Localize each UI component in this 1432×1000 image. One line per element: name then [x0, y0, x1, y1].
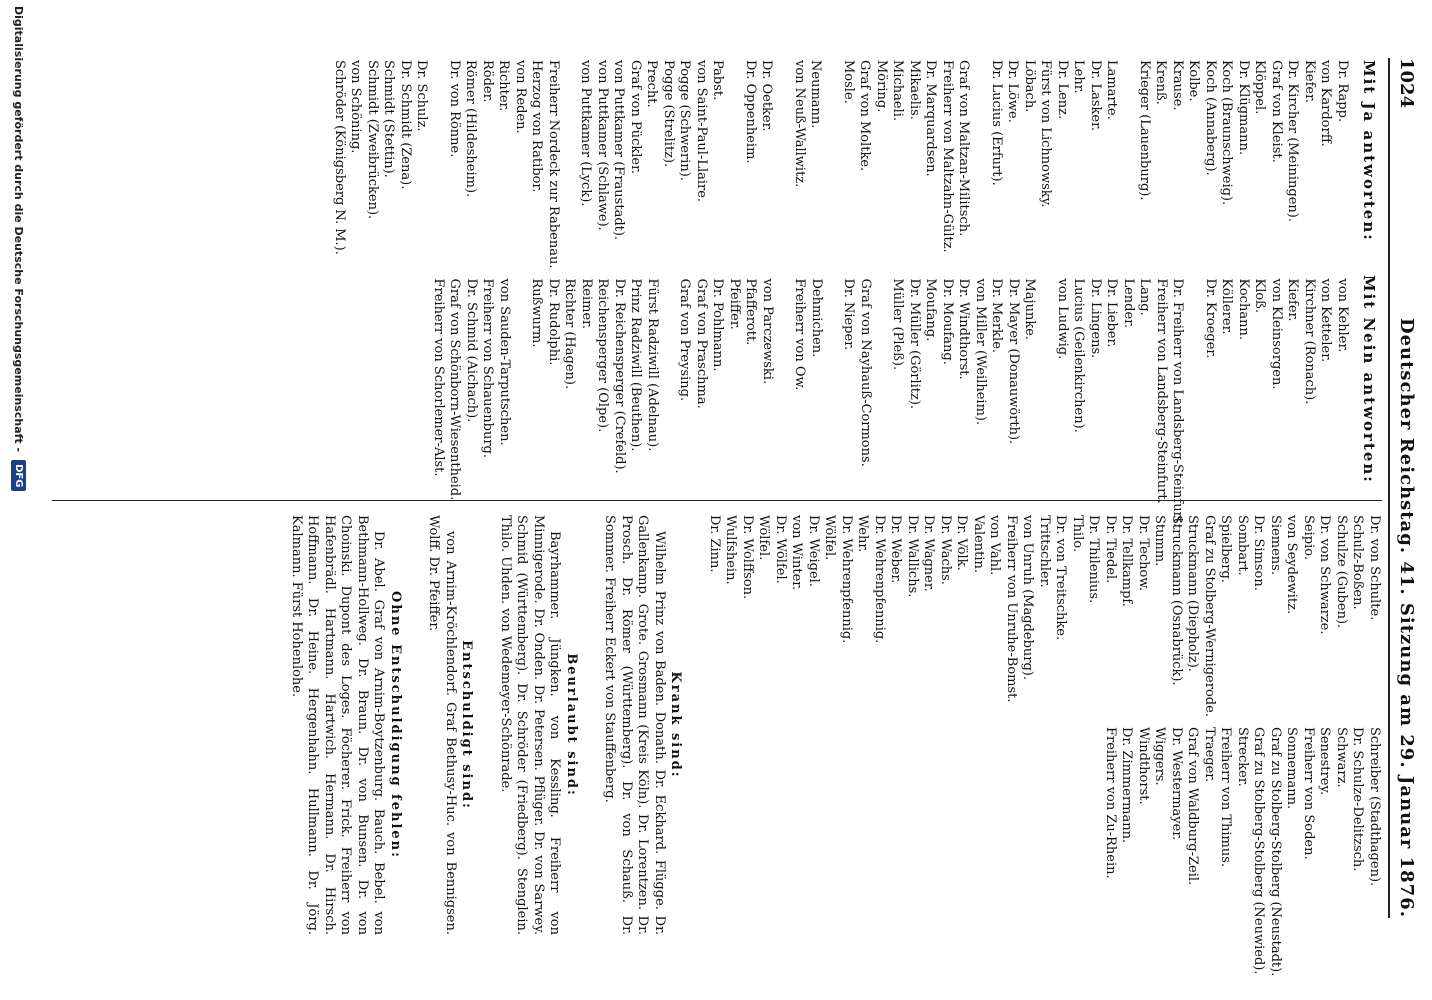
- digitization-credit: Digitalisierung gefördert durch die Deutsche Forschungsgemeinschaft -: [12, 6, 26, 453]
- member-name: Dr. Schulz.: [414, 60, 430, 132]
- member-name: Dr. von Rönne.: [447, 60, 462, 158]
- member-name: Freiherr von Thimus.: [1218, 726, 1234, 868]
- member-name: Dr. Rudolphi.: [546, 278, 561, 366]
- member-name: Dr. Lucius (Erfurt).: [989, 60, 1004, 186]
- member-name: Graf von Praschma.: [694, 278, 709, 409]
- member-name: Dr. Lasker.: [1088, 60, 1103, 132]
- name-group: [1054, 278, 1186, 527]
- member-name: Freiherr von Zu-Rhein.: [1103, 726, 1118, 879]
- member-name: Freiherr von Landsberg-Steinfurt.: [1154, 278, 1169, 504]
- member-name: Schulz-Boßen.: [1350, 515, 1366, 610]
- member-name: Dr. Moufang.: [940, 278, 955, 365]
- member-name: Krause.: [1170, 60, 1185, 111]
- name-group: [331, 60, 430, 268]
- member-name: Schulze (Guben).: [1334, 515, 1349, 629]
- member-name: Rußwurm.: [529, 278, 545, 348]
- member-name: Dr. Lenz.: [1055, 60, 1070, 120]
- member-name: Kloß.: [1252, 278, 1268, 313]
- yes-heading: Mit Ja antworten:: [1360, 60, 1378, 242]
- no-heading: Mit Nein antworten:: [1360, 275, 1378, 484]
- name-group: [430, 278, 513, 527]
- member-name: Senestrey.: [1317, 726, 1333, 796]
- member-name: Schröder (Königsberg N. M.).: [332, 60, 347, 255]
- member-name: von Sauden-Tarputschen.: [497, 278, 512, 446]
- dfg-logo: DFG: [12, 460, 27, 491]
- member-name: Reimer.: [579, 278, 594, 330]
- member-name: Freiherr von Ow.: [792, 278, 808, 391]
- member-name: Pogge (Schwerin).: [677, 60, 693, 181]
- section-text: Dr. Abel. Graf von Arnim-Boytzenburg. Bauch. Bebel. von Bethmann-Hollweg. Dr. Braun. Dr. von Bunsen. Dr. von Choinski. Dupont des Loges. Föcherer. Frick. Freiherr von Hafenbrädl. Hartmann. Hartwich. Hermann. Dr. Hirsch. Hoffmann. Dr. Heine. Hergenhahn. Hullmann. Dr. Jörg. Kalmann. Fürst Hohenlohe.: [289, 515, 387, 935]
- absence-section: [288, 515, 404, 935]
- member-name: Freiherr von Schauenburg.: [480, 278, 496, 458]
- name-group: [676, 278, 775, 527]
- name-group: [840, 60, 972, 268]
- section-text: Wilhelm Prinz von Baden. Donath. Dr. Eckhard. Flügge. Dr. Gallenkamp. Grote. Grosmann (Kreis Köln). Dr. Lorentzen. Dr. Prosch. Dr. Römer (Württemberg). Dr. von Schauß. Dr. Sommer. Freiherr Eckert von Stauffenberg.: [602, 515, 667, 935]
- member-name: Reichensperger (Olpe).: [595, 278, 611, 433]
- no-column: [315, 278, 1351, 527]
- member-name: Dr. Oppenheim.: [743, 60, 758, 164]
- member-name: Dr. Weber.: [888, 515, 904, 584]
- member-name: Spielberg.: [1218, 515, 1234, 583]
- member-name: Dr. Müller (Görlitz).: [907, 278, 922, 410]
- member-name: Wiggers.: [1152, 726, 1168, 786]
- member-name: Graf zu Stolberg-Stolberg (Neustadt).: [1268, 726, 1283, 977]
- member-name: Strecker.: [1235, 726, 1250, 787]
- yes-column-continued: [706, 515, 1383, 717]
- member-name: von Kleinsorgen.: [1269, 278, 1284, 390]
- absence-section: [601, 515, 684, 935]
- member-name: Dr. Schmidt (Zena).: [398, 60, 413, 190]
- member-name: Klöppel.: [1252, 60, 1268, 115]
- member-name: Graf von Schönborn-Wiesentheid.: [447, 278, 463, 501]
- member-name: Dr. Marquardsen.: [923, 60, 939, 177]
- member-name: Dr. Freiherr von Landsberg-Steinfurt.: [1170, 278, 1186, 528]
- section-heading: Krank sind:: [668, 671, 684, 779]
- member-name: von Kehler.: [1335, 278, 1350, 353]
- name-group: [791, 278, 824, 527]
- name-group: [1136, 60, 1351, 268]
- member-name: Moufang.: [923, 278, 939, 342]
- member-name: Schwarz.: [1334, 726, 1349, 788]
- member-name: Lamarte.: [1104, 60, 1120, 120]
- member-name: von Miller (Weilheim).: [973, 278, 988, 426]
- member-name: Dr. Wehrenpfennig.: [872, 515, 887, 644]
- member-name: Dr. Nieper.: [841, 278, 857, 351]
- member-name: Windthorst.: [1136, 726, 1151, 805]
- member-name: Dr. Mayer (Donauwörth).: [1006, 278, 1021, 445]
- member-name: von Schöning.: [348, 60, 364, 154]
- member-name: Dr. Reichensperger (Crefeld).: [612, 278, 627, 474]
- member-name: Struckmann (Osnabrück).: [1169, 515, 1184, 686]
- member-name: Graf von Preysing.: [677, 278, 693, 402]
- member-name: Freiherr Nordeck zur Rabenau.: [546, 60, 561, 269]
- name-group: [528, 278, 660, 527]
- member-name: Dr. Wagner.: [921, 515, 937, 592]
- page-number: 1024: [1396, 58, 1418, 109]
- header-rule: [1388, 58, 1390, 918]
- no-column-continued: [706, 727, 1383, 976]
- member-name: Majunke.: [1022, 278, 1038, 341]
- member-name: von Puttkamer (Fraustadt).: [611, 60, 627, 241]
- member-name: Siemens.: [1268, 515, 1283, 575]
- member-name: Lang.: [1137, 278, 1153, 316]
- member-name: Dr. Wölfel.: [773, 515, 788, 584]
- member-name: Fürst Radziwill (Adelnau).: [645, 278, 660, 452]
- member-name: von Saint-Paul-Llaire.: [694, 60, 709, 203]
- member-name: Dr. von Schwarze.: [1317, 515, 1333, 635]
- member-name: Dr. Wachs.: [938, 515, 953, 585]
- name-group: [742, 60, 775, 268]
- member-name: Graf von Kleist.: [1269, 60, 1284, 163]
- member-name: Mikaelis.: [907, 60, 922, 120]
- member-name: Graf von Maltzan-Militsch.: [956, 60, 972, 237]
- left-half: [52, 60, 1382, 528]
- member-name: Dr. Tellkampf.: [1119, 515, 1135, 607]
- section-heading: Ohne Entschuldigung fehlen:: [388, 591, 403, 859]
- member-name: Röder.: [480, 60, 495, 103]
- member-name: Möring.: [874, 60, 889, 113]
- member-name: Stumm.: [1152, 515, 1168, 567]
- member-name: Dr. Völk.: [954, 515, 970, 571]
- member-name: Struckmann (Diepholz).: [1185, 515, 1201, 672]
- member-name: Dr. Lingens.: [1088, 278, 1103, 359]
- member-name: Lender.: [1121, 278, 1136, 329]
- right-half: [52, 515, 1382, 977]
- member-name: Dr. von Schulte.: [1367, 515, 1382, 621]
- member-name: von Seydewitz.: [1284, 515, 1300, 615]
- member-name: von Kardorff.: [1318, 60, 1334, 147]
- member-name: Herzog von Ratibor.: [529, 60, 545, 193]
- member-name: Neumann.: [808, 60, 824, 129]
- member-name: Graf von Moltke.: [857, 60, 873, 172]
- page-header: [1392, 58, 1422, 918]
- member-name: Kochann.: [1236, 278, 1251, 340]
- member-name: von Winter.: [789, 515, 805, 591]
- member-name: von Puttkamer (Schlawe).: [595, 60, 610, 231]
- member-name: Lucius (Geilenkirchen).: [1071, 278, 1087, 433]
- member-name: Dr. Wolffson.: [740, 515, 755, 600]
- member-name: Dr. Pohlmann.: [710, 278, 726, 372]
- member-name: Dr. Rapp.: [1335, 60, 1350, 123]
- member-name: von Unruh (Magdeburg).: [1020, 515, 1036, 681]
- member-name: Dr. von Treitschke.: [1053, 515, 1069, 641]
- absence-section: [425, 515, 475, 935]
- member-name: Dr. Kircher (Meiningen).: [1285, 60, 1301, 222]
- member-name: Koch (Braunschweig).: [1219, 60, 1235, 206]
- yes-column: [315, 60, 1351, 268]
- section-text: von Arnim-Kröchlendorf. Graf Bethusy-Huc. von Bennigsen. Wolff. Dr. Pfeiffer.: [426, 515, 458, 935]
- page-header-title: Deutscher Reichstag. 41. Sitzung am 29. Januar 1876.: [1396, 317, 1418, 918]
- member-name: Dr. Zimmermann.: [1119, 726, 1135, 844]
- name-group: [988, 60, 1120, 268]
- member-name: Pfafferott.: [743, 278, 759, 346]
- member-name: Schmidt (Zweibrücken).: [365, 60, 380, 220]
- name-group: [1202, 278, 1351, 527]
- member-name: Lehr.: [1071, 60, 1087, 94]
- member-name: Dr. Zinn.: [707, 515, 722, 573]
- member-name: Pabst.: [710, 60, 726, 101]
- member-name: Mosle.: [841, 60, 856, 104]
- member-name: Graf zu Stolberg-Wernigerode.: [1202, 515, 1217, 717]
- member-name: Dr. Löwe.: [1005, 60, 1021, 123]
- absence-sections: [288, 515, 684, 935]
- member-name: Krieger (Lauenburg).: [1137, 60, 1152, 201]
- member-name: Fürst von Lichnowsky.: [1038, 60, 1054, 208]
- member-name: Kiefer.: [1302, 60, 1317, 103]
- member-name: Pogge (Strelitz).: [661, 60, 676, 168]
- name-group: [577, 60, 726, 268]
- member-name: Köllerer.: [1219, 278, 1235, 335]
- member-name: Dr. Tiedel.: [1103, 515, 1118, 584]
- member-name: Schreiber (Stadthagen).: [1367, 726, 1382, 887]
- member-name: Richter (Hagen).: [562, 278, 578, 390]
- member-name: Dr. Wallichs.: [905, 515, 920, 598]
- name-group: [791, 60, 824, 268]
- member-name: Schmidt (Stettin).: [381, 60, 397, 178]
- member-name: von Puttkamer (Lyck).: [578, 60, 594, 207]
- member-name: Dr. Windthorst.: [956, 278, 972, 380]
- member-name: von Vahl.: [987, 515, 1003, 576]
- member-name: Römer (Hildesheim).: [463, 60, 479, 198]
- member-name: von Reden.: [513, 60, 528, 134]
- section-heading: Entschuldigt sind:: [459, 640, 475, 810]
- column-headings: [1360, 60, 1378, 490]
- member-name: Valentin.: [971, 515, 986, 574]
- member-name: Dr. Techow.: [1136, 515, 1151, 592]
- member-name: Dr. Klügmann.: [1236, 60, 1251, 155]
- digitization-footer: [2, 0, 36, 1000]
- member-name: Freiherr von Unruhe-Bomst.: [1004, 515, 1019, 703]
- member-name: von Neuß-Wallwitz.: [792, 60, 807, 188]
- member-name: Dr. Merkle.: [989, 278, 1005, 354]
- member-name: Thilo.: [1070, 515, 1085, 553]
- member-name: Dr. Schmid (Aichach).: [464, 278, 479, 423]
- member-name: Seipio.: [1301, 515, 1316, 560]
- member-name: Wölfel.: [822, 515, 838, 561]
- member-name: Freiherr von Schorlemer-Alst.: [431, 278, 446, 477]
- member-name: Freiherr von Maltzahn-Gültz.: [940, 60, 955, 253]
- member-name: Dr. Oetker.: [759, 60, 775, 132]
- member-name: Dr. Weigel.: [806, 515, 821, 587]
- member-name: Kiefer.: [1285, 278, 1301, 322]
- member-name: Kolbe.: [1186, 60, 1202, 102]
- member-name: Müller (Pleß).: [890, 278, 906, 371]
- absence-section: [497, 515, 580, 935]
- member-name: Sombart.: [1235, 515, 1250, 576]
- member-name: Dr. Wehrenpfennig.: [839, 515, 854, 644]
- member-name: Dr. Thilenius.: [1086, 515, 1102, 604]
- member-name: Graf von Nayhauß-Cormons.: [858, 278, 873, 467]
- member-name: Precht.: [644, 60, 660, 108]
- member-name: von Ketteler.: [1318, 278, 1334, 363]
- member-name: Dehmichen.: [809, 278, 824, 358]
- member-name: Michaeli.: [890, 60, 906, 122]
- member-name: von Ludwig.: [1055, 278, 1070, 360]
- member-name: Richter.: [496, 60, 512, 112]
- member-name: Koch (Annaberg).: [1203, 60, 1218, 176]
- name-group: [446, 60, 562, 268]
- member-name: Graf von Waldburg-Zeil.: [1185, 726, 1201, 886]
- member-name: Dr. Westermayer.: [1169, 726, 1184, 841]
- member-name: Kirchner (Ronach).: [1302, 278, 1317, 405]
- member-name: Freiherr von Soden.: [1301, 726, 1316, 860]
- member-name: Graf zu Stolberg-Stolberg (Neuwied).: [1251, 726, 1267, 975]
- member-name: Wölfel.: [756, 515, 772, 561]
- name-group: [840, 278, 873, 527]
- section-text: Bayrhammer. Jüngken. von Kessling. Freiherr von Minnigerode. Dr. Onden. Dr. Petersen. Pflüger. Dr. von Sarwey. Schmid (Württemberg). Dr. Schröder (Friedberg). Stenglein. Thilo. Uhden. von Wedemeyer-Schönrade.: [498, 515, 563, 935]
- section-heading: Beurlaubt sind:: [564, 653, 579, 797]
- member-name: Pfeiffer.: [727, 278, 742, 330]
- member-name: Prinz Radziwill (Beuthen).: [628, 278, 644, 452]
- member-name: Sonnemann.: [1284, 726, 1300, 810]
- member-name: von Parczewski.: [760, 278, 775, 385]
- name-group: [889, 278, 1038, 527]
- member-name: Trittschler.: [1037, 515, 1052, 588]
- member-name: Dr. Schulze-Delitzsch.: [1350, 726, 1366, 872]
- member-name: Dr. Lieber.: [1104, 278, 1120, 348]
- member-name: Wulfshein.: [723, 515, 739, 585]
- member-name: Graf von Pückler.: [628, 60, 643, 175]
- member-name: Wehr.: [855, 515, 871, 553]
- member-name: Dr. Simson.: [1251, 515, 1267, 591]
- member-name: Löbach.: [1022, 60, 1037, 113]
- member-name: Krenß.: [1153, 60, 1169, 105]
- member-name: Traeger.: [1202, 726, 1217, 783]
- member-name: Dr. Kroeger.: [1203, 278, 1218, 359]
